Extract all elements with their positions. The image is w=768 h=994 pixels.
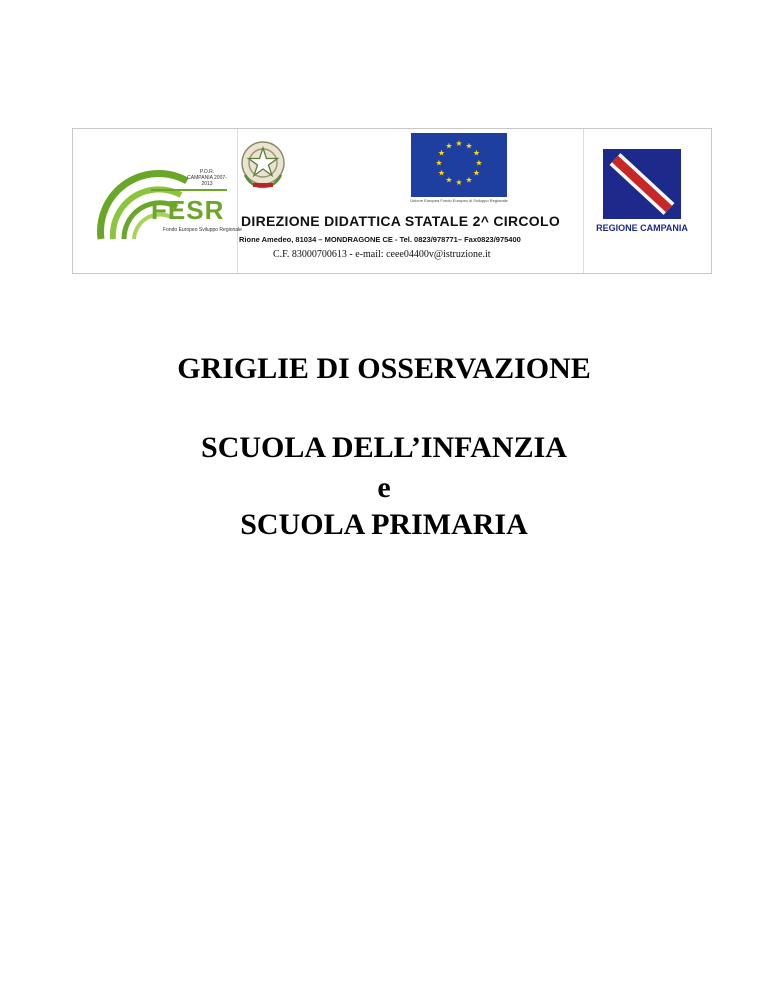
fesr-logo-text: FESR xyxy=(151,195,225,225)
institution-name: DIREZIONE DIDATTICA STATALE 2^ CIRCOLO xyxy=(241,213,561,229)
fesr-caption: Fondo Europeo Sviluppo Regionale xyxy=(163,227,242,233)
institution-address: Rione Amedeo, 81034 – MONDRAGONE CE - Tel. 0823/978771– Fax0823/975400 xyxy=(239,235,521,244)
svg-text:★: ★ xyxy=(472,148,481,158)
document-subtitle-line-1: SCUOLA DELL’INFANZIA xyxy=(201,431,567,464)
svg-text:★: ★ xyxy=(475,158,483,168)
fesr-logo xyxy=(91,143,242,243)
svg-text:★: ★ xyxy=(445,175,453,185)
fesr-program: P.O.R. CAMPANIA 2007-2013 xyxy=(187,169,227,187)
eu-caption: Unione Europea Fondo Europeo di Sviluppo Regionale xyxy=(410,198,508,203)
svg-text:★: ★ xyxy=(465,141,473,151)
italian-republic-emblem-icon xyxy=(239,139,287,191)
document-subtitle-line-2: e xyxy=(377,471,391,504)
svg-text:★: ★ xyxy=(445,141,453,151)
svg-text:★: ★ xyxy=(437,148,446,158)
svg-text:★: ★ xyxy=(435,158,443,168)
eu-flag-icon xyxy=(411,133,507,197)
svg-text:★: ★ xyxy=(472,168,481,178)
institution-contact: C.F. 83000700613 - e-mail: ceee04400v@istruzione.it xyxy=(273,249,491,260)
letterhead xyxy=(72,128,712,274)
svg-text:★: ★ xyxy=(437,168,446,178)
region-label: REGIONE CAMPANIA xyxy=(596,223,688,233)
header-divider xyxy=(237,129,238,273)
document-subtitle-line-3: SCUOLA PRIMARIA xyxy=(240,508,528,541)
svg-text:★: ★ xyxy=(455,178,463,187)
header-divider xyxy=(583,129,584,273)
svg-text:★: ★ xyxy=(455,139,463,148)
document-title: GRIGLIE DI OSSERVAZIONE xyxy=(177,352,591,385)
svg-text:★: ★ xyxy=(465,175,473,185)
